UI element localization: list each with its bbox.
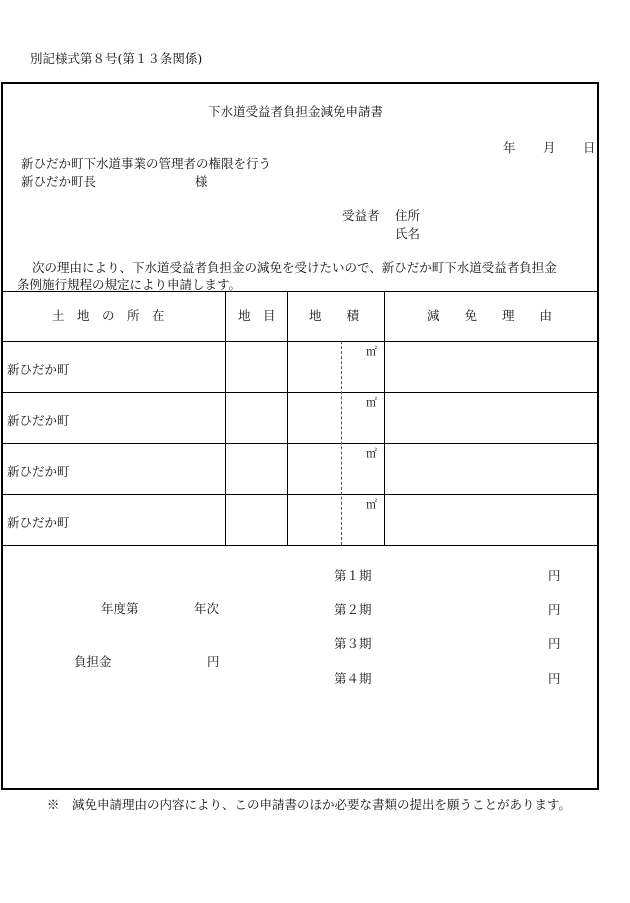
period-label: 第３期 bbox=[334, 636, 372, 651]
period-unit: 円 bbox=[548, 568, 561, 583]
row-location: 新ひだか町 bbox=[7, 464, 70, 479]
table-row-divider bbox=[1, 392, 599, 393]
period-unit: 円 bbox=[548, 671, 561, 686]
table-header-divider bbox=[1, 341, 599, 342]
statement-line2: 条例施行規程の規定により申請します。 bbox=[17, 277, 242, 292]
period-label: 第４期 bbox=[334, 671, 372, 686]
header-land-category: 地 目 bbox=[238, 308, 276, 323]
table-bottom-border bbox=[1, 545, 599, 546]
addressee-honorific: 様 bbox=[195, 174, 208, 189]
row-location: 新ひだか町 bbox=[7, 515, 70, 530]
form-title: 下水道受益者負担金減免申請書 bbox=[208, 104, 384, 119]
area-unit: ㎡ bbox=[366, 396, 377, 409]
burden-unit: 円 bbox=[207, 654, 220, 669]
row-location: 新ひだか町 bbox=[7, 362, 70, 377]
fiscal-year-label: 年度第 bbox=[101, 601, 139, 616]
area-decimal-divider bbox=[341, 341, 342, 545]
statement-line1: 次の理由により、下水道受益者負担金の減免を受けたいので、新ひだか町下水道受益者負担金 bbox=[32, 260, 557, 275]
date-month: 月 bbox=[543, 140, 556, 155]
period-unit: 円 bbox=[548, 636, 561, 651]
date-year: 年 bbox=[503, 140, 516, 155]
header-reduction-reason: 減 免 理 由 bbox=[427, 308, 553, 323]
applicant-name-label: 氏名 bbox=[395, 226, 421, 241]
addressee-line2: 新ひだか町長 bbox=[21, 174, 97, 189]
date-day: 日 bbox=[583, 140, 596, 155]
footnote: ※ 減免申請理由の内容により、この申請書のほか必要な書類の提出を願うことがあります。 bbox=[47, 797, 572, 812]
area-unit: ㎡ bbox=[366, 498, 377, 511]
applicant-label: 受益者 bbox=[342, 208, 380, 223]
row-location: 新ひだか町 bbox=[7, 413, 70, 428]
header-land-location: 土 地 の 所 在 bbox=[52, 308, 165, 323]
table-column-divider bbox=[287, 291, 288, 545]
period-label: 第２期 bbox=[334, 602, 372, 617]
period-label: 第１期 bbox=[334, 568, 372, 583]
header-land-area: 地 積 bbox=[309, 308, 360, 323]
period-unit: 円 bbox=[548, 602, 561, 617]
burden-label: 負担金 bbox=[74, 654, 112, 669]
table-row-divider bbox=[1, 443, 599, 444]
installment-label: 年次 bbox=[194, 601, 220, 616]
addressee-line1: 新ひだか町下水道事業の管理者の権限を行う bbox=[21, 156, 272, 171]
table-column-divider bbox=[384, 291, 385, 545]
table-column-divider bbox=[225, 291, 226, 545]
table-row-divider bbox=[1, 494, 599, 495]
form-label: 別記様式第８号(第１３条関係) bbox=[30, 51, 203, 66]
table-top-border bbox=[1, 291, 599, 292]
applicant-address-label: 住所 bbox=[395, 208, 421, 223]
area-unit: ㎡ bbox=[366, 447, 377, 460]
area-unit: ㎡ bbox=[366, 345, 377, 358]
